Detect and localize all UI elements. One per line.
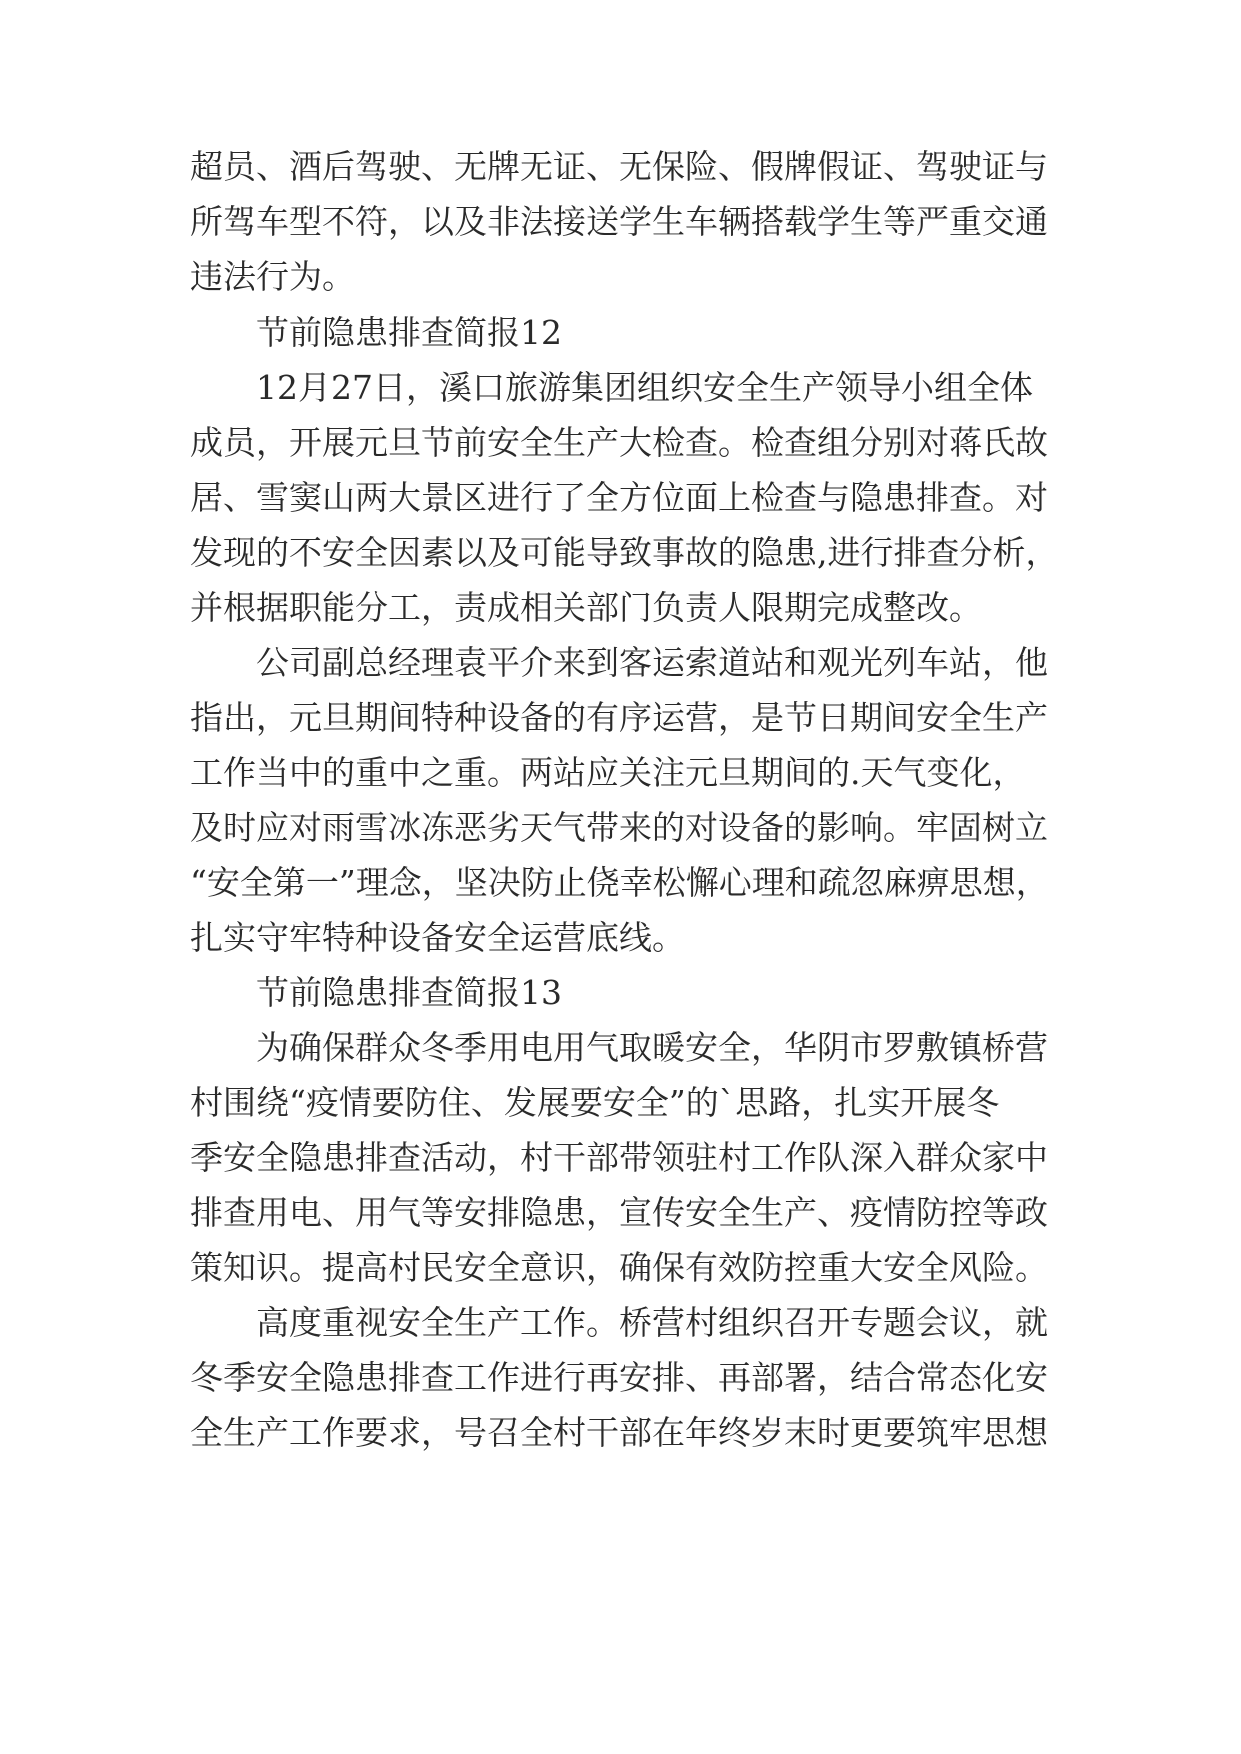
body-text-line: 冬季安全隐患排查工作进行再安排、再部署，结合常态化安 [190, 1358, 1048, 1397]
body-text-line: 居、雪窦山两大景区进行了全方位面上检查与隐患排查。对 [190, 478, 1048, 517]
body-text-line: 所驾车型不符，以及非法接送学生车辆搭载学生等严重交通 [190, 202, 1048, 241]
body-text-line: 村围绕“疫情要防住、发展要安全”的`思路，扎实开展冬 [190, 1083, 1000, 1122]
section-heading: 节前隐患排查简报13 [256, 973, 562, 1012]
body-text-line: 超员、酒后驾驶、无牌无证、无保险、假牌假证、驾驶证与 [190, 147, 1048, 186]
body-text-line: 指出，元旦期间特种设备的有序运营，是节日期间安全生产 [190, 698, 1048, 737]
body-text-line: 工作当中的重中之重。两站应关注元旦期间的.天气变化， [190, 753, 1026, 792]
body-text-line: 违法行为。 [190, 257, 355, 296]
body-text-line: 策知识。提高村民安全意识，确保有效防控重大安全风险。 [190, 1248, 1048, 1287]
body-text-line: 及时应对雨雪冰冻恶劣天气带来的对设备的影响。牢固树立 [190, 808, 1048, 847]
body-text-line: 扎实守牢特种设备安全运营底线。 [190, 918, 685, 957]
section-heading: 节前隐患排查简报12 [256, 313, 562, 352]
body-text-line: 排查用电、用气等安排隐患，宣传安全生产、疫情防控等政 [190, 1193, 1048, 1232]
body-text-line: 成员，开展元旦节前安全生产大检查。检查组分别对蒋氏故 [190, 423, 1048, 462]
body-text-line: 发现的不安全因素以及可能导致事故的隐患,进行排查分析， [190, 533, 1059, 572]
body-text-line: 并根据职能分工，责成相关部门负责人限期完成整改。 [190, 588, 982, 627]
body-text-line: 季安全隐患排查活动，村干部带领驻村工作队深入群众家中 [190, 1138, 1048, 1177]
paragraph-first-line: 公司副总经理袁平介来到客运索道站和观光列车站，他 [256, 643, 1048, 682]
paragraph-first-line: 高度重视安全生产工作。桥营村组织召开专题会议，就 [256, 1303, 1048, 1342]
body-text-line: 全生产工作要求，号召全村干部在年终岁末时更要筑牢思想 [190, 1413, 1048, 1452]
paragraph-first-line: 12月27日，溪口旅游集团组织安全生产领导小组全体 [256, 368, 1033, 407]
paragraph-first-line: 为确保群众冬季用电用气取暖安全，华阴市罗敷镇桥营 [256, 1028, 1048, 1067]
body-text-line: “安全第一”理念，坚决防止侥幸松懈心理和疏忽麻痹思想， [190, 863, 1049, 902]
